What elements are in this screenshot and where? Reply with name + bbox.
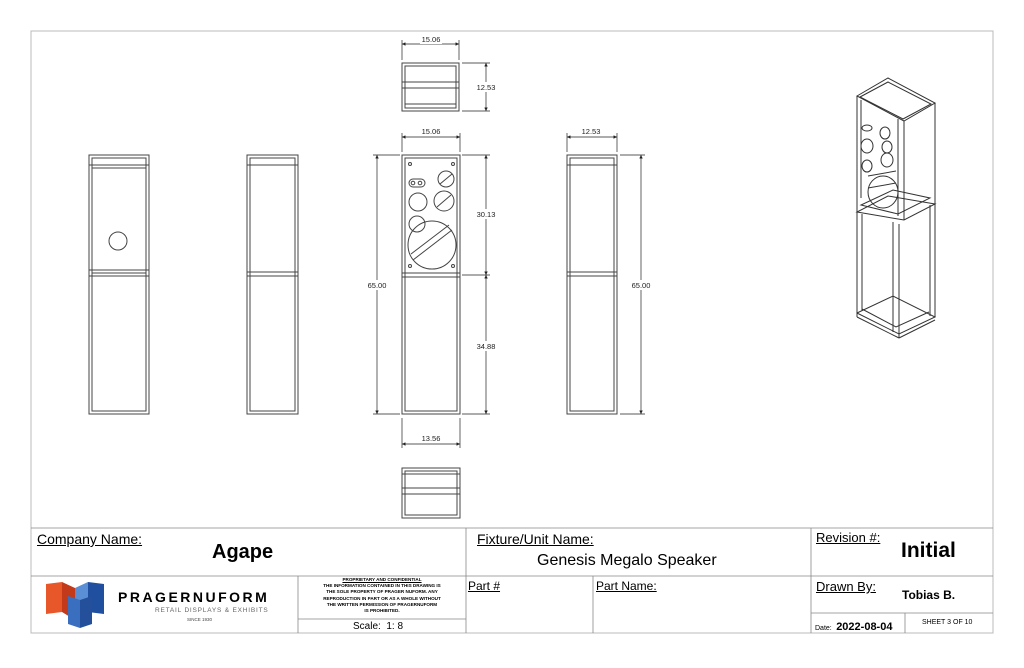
proprietary-line: IS PROHIBITED. bbox=[364, 608, 400, 614]
scale-label: Scale: bbox=[353, 621, 381, 632]
pragernuform-logo-mark bbox=[46, 582, 104, 628]
fixture-name-label: Fixture/Unit Name: bbox=[477, 531, 594, 547]
proprietary-line: THE WRITTEN PERMISSION OF PRAGERNUFORM bbox=[326, 601, 438, 607]
bottom-view bbox=[402, 468, 460, 518]
front-view bbox=[402, 155, 460, 414]
scale-value: 1: 8 bbox=[386, 621, 404, 632]
company-name-label: Company Name: bbox=[37, 531, 143, 547]
proprietary-line: REPRODUCTION IN PART OR AS A WHOLE WITHOUT bbox=[323, 595, 441, 601]
dim-total-height-side: 65.00 bbox=[631, 281, 651, 290]
sheet-number: SHEET 3 OF 10 bbox=[922, 619, 973, 626]
proprietary-line: THE SOLE PROPERTY OF PRAGER NUFORM. ANY bbox=[326, 589, 438, 595]
dim-total-height-front: 65.00 bbox=[367, 281, 387, 290]
dim-front-width: 15.06 bbox=[421, 127, 441, 136]
logo-wordmark: PRAGERNUFORM bbox=[118, 589, 270, 605]
dim-top-depth: 12.53 bbox=[476, 83, 496, 92]
left-side-view bbox=[247, 155, 298, 414]
proprietary-line: THE INFORMATION CONTAINED IN THIS DRAWING IS bbox=[323, 583, 441, 589]
right-side-view bbox=[567, 155, 617, 414]
isometric-view bbox=[857, 78, 935, 338]
dim-upper-height: 30.13 bbox=[476, 210, 496, 219]
scale bbox=[353, 621, 403, 632]
company-name-value: Agape bbox=[212, 541, 274, 563]
revision-value: Initial bbox=[901, 539, 956, 562]
logo-since: SINCE 1930 bbox=[187, 617, 213, 622]
revision-label: Revision #: bbox=[816, 530, 881, 545]
logo-tagline: RETAIL DISPLAYS & EXHIBITS bbox=[155, 607, 269, 614]
proprietary-title: PROPRIETARY AND CONFIDENTIAL bbox=[342, 577, 422, 582]
fixture-name-value: Genesis Megalo Speaker bbox=[537, 552, 717, 569]
drawn-by-label: Drawn By: bbox=[816, 579, 876, 594]
rear-view bbox=[89, 155, 149, 414]
part-name-label: Part Name: bbox=[596, 579, 657, 593]
date-label: Date: bbox=[815, 625, 832, 632]
date bbox=[815, 617, 892, 635]
top-view bbox=[402, 63, 459, 111]
dim-bottom-width: 13.56 bbox=[421, 434, 441, 443]
proprietary-notice bbox=[300, 577, 464, 614]
dim-top-width: 15.06 bbox=[421, 35, 441, 44]
part-number-label: Part # bbox=[468, 579, 501, 593]
drawn-by-value: Tobias B. bbox=[902, 588, 956, 602]
dim-lower-height: 34.88 bbox=[476, 342, 496, 351]
date-value: 2022-08-04 bbox=[836, 621, 893, 633]
dim-side-depth: 12.53 bbox=[581, 127, 601, 136]
